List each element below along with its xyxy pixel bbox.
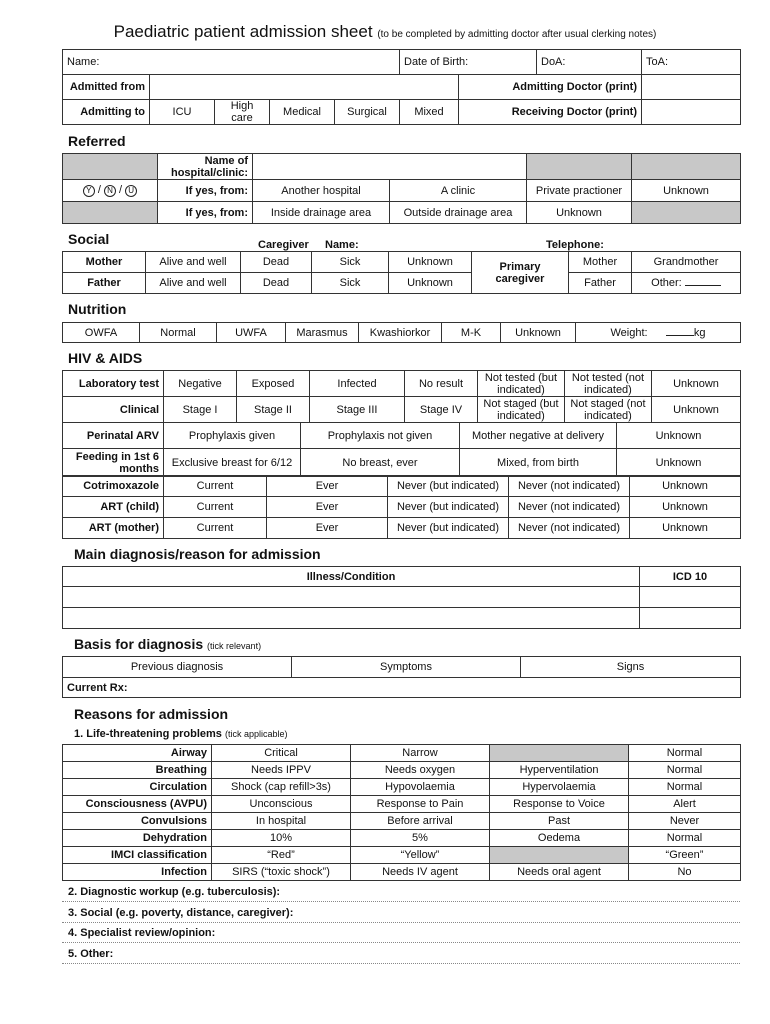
stage-iii-option[interactable]: Stage III xyxy=(310,397,405,423)
pc-mother-option[interactable]: Mother xyxy=(569,252,632,273)
admitted-from-field[interactable] xyxy=(150,75,459,100)
stage-i-option[interactable]: Stage I xyxy=(164,397,237,423)
art-child-unknown[interactable]: Unknown xyxy=(630,497,741,518)
if-yes-from-label: If yes, from: xyxy=(158,180,253,202)
option-cell[interactable]: Oedema xyxy=(490,830,629,847)
owfa-option[interactable]: OWFA xyxy=(63,323,140,343)
social-table xyxy=(62,251,741,294)
symptoms-option[interactable]: Symptoms xyxy=(292,657,521,678)
option-cell[interactable]: Shock (cap refill>3s) xyxy=(212,779,351,796)
clinic-name-field[interactable] xyxy=(253,154,527,180)
doa-field[interactable]: DoA: xyxy=(537,50,642,75)
kwashiorkor-option[interactable]: Kwashiorkor xyxy=(359,323,442,343)
prophylaxis-not-given-option[interactable]: Prophylaxis not given xyxy=(301,423,460,449)
name-field[interactable]: Name: xyxy=(63,50,400,75)
clinical-unknown-option[interactable]: Unknown xyxy=(652,397,741,423)
stage-ii-option[interactable]: Stage II xyxy=(237,397,310,423)
icu-option[interactable]: ICU xyxy=(150,100,215,125)
lab-unknown-option[interactable]: Unknown xyxy=(652,371,741,397)
art-mother-label: ART (mother) xyxy=(63,518,164,539)
diagnosis-table xyxy=(62,566,741,629)
receiving-doctor-field[interactable] xyxy=(642,100,741,125)
option-cell[interactable]: “Yellow” xyxy=(351,847,490,864)
name-of-clinic-label: Name of hospital/clinic: xyxy=(158,154,253,180)
weight-field[interactable]: Weight: kg xyxy=(576,323,741,343)
social-heading: Social xyxy=(68,231,110,247)
hiv-table-2 xyxy=(62,422,741,477)
option-cell[interactable]: Critical xyxy=(212,745,351,762)
father-dead-option[interactable]: Dead xyxy=(241,273,312,294)
mother-negative-option[interactable]: Mother negative at delivery xyxy=(460,423,617,449)
option-cell[interactable]: 5% xyxy=(351,830,490,847)
header-table xyxy=(62,49,741,125)
mother-dead-option[interactable]: Dead xyxy=(241,252,312,273)
option-cell[interactable]: Normal xyxy=(629,779,741,796)
mother-unknown-option[interactable]: Unknown xyxy=(389,252,472,273)
stage-iv-option[interactable]: Stage IV xyxy=(405,397,478,423)
hiv-heading: HIV & AIDS xyxy=(68,350,143,366)
art-child-never-not-indicated[interactable]: Never (not indicated) xyxy=(509,497,630,518)
no-breast-option[interactable]: No breast, ever xyxy=(301,449,460,477)
referred-table xyxy=(62,153,741,224)
mixed-option[interactable]: Mixed xyxy=(400,100,459,125)
icd-row-2[interactable] xyxy=(640,608,741,629)
art-mother-unknown[interactable]: Unknown xyxy=(630,518,741,539)
basis-heading: Basis for diagnosis (tick relevant) xyxy=(74,636,262,652)
option-cell[interactable]: Past xyxy=(490,813,629,830)
uwfa-option[interactable]: UWFA xyxy=(217,323,286,343)
not-staged-indicated-option[interactable]: Not staged (but indicated) xyxy=(478,397,565,423)
admitting-to-label: Admitting to xyxy=(63,100,150,125)
unknown-option[interactable]: Unknown xyxy=(632,180,741,202)
signs-option[interactable]: Signs xyxy=(521,657,741,678)
feeding-unknown-option[interactable]: Unknown xyxy=(617,449,741,477)
art-mother-ever[interactable]: Ever xyxy=(267,518,388,539)
hiv-table xyxy=(62,370,741,423)
option-cell xyxy=(490,745,629,762)
option-cell[interactable]: Hypervolaemia xyxy=(490,779,629,796)
other-reason-label: 5. Other: xyxy=(68,948,114,960)
option-cell[interactable]: No xyxy=(629,864,741,881)
row-label: Airway xyxy=(63,745,212,762)
unknown-option-2[interactable]: Unknown xyxy=(527,202,632,224)
art-mother-never-indicated[interactable]: Never (but indicated) xyxy=(388,518,509,539)
art-child-never-indicated[interactable]: Never (but indicated) xyxy=(388,497,509,518)
exposed-option[interactable]: Exposed xyxy=(237,371,310,397)
father-label: Father xyxy=(63,273,146,294)
page-title: Paediatric patient admission sheet (to be completed by admitting doctor after usual clerking notes) xyxy=(113,22,657,41)
basis-table xyxy=(62,656,741,698)
life-threatening-label: 1. Life-threatening problems (tick applicable) xyxy=(74,728,288,740)
cotrimoxazole-label: Cotrimoxazole xyxy=(63,476,164,497)
social-reason-label: 3. Social (e.g. poverty, distance, caregiver): xyxy=(68,907,294,919)
inside-drainage-option[interactable]: Inside drainage area xyxy=(253,202,390,224)
option-cell[interactable]: Normal xyxy=(629,830,741,847)
option-cell[interactable]: Normal xyxy=(629,762,741,779)
option-cell[interactable]: Never xyxy=(629,813,741,830)
icd-header: ICD 10 xyxy=(640,567,741,587)
option-cell[interactable]: “Green” xyxy=(629,847,741,864)
caregiver-name-label: Name: xyxy=(325,239,359,251)
exclusive-breast-option[interactable]: Exclusive breast for 6/12 xyxy=(164,449,301,477)
high-care-option[interactable]: High care xyxy=(215,100,270,125)
nutrition-heading: Nutrition xyxy=(68,301,127,317)
pc-grandmother-option[interactable]: Grandmother xyxy=(632,252,741,273)
dob-field[interactable]: Date of Birth: xyxy=(400,50,537,75)
toa-field[interactable]: ToA: xyxy=(642,50,741,75)
reasons-heading: Reasons for admission xyxy=(74,706,229,722)
option-cell[interactable]: “Red” xyxy=(212,847,351,864)
normal-option[interactable]: Normal xyxy=(140,323,217,343)
illness-header: Illness/Condition xyxy=(63,567,640,587)
illness-row-2[interactable] xyxy=(63,608,640,629)
option-cell[interactable]: 10% xyxy=(212,830,351,847)
option-cell[interactable]: Alert xyxy=(629,796,741,813)
art-mother-never-not-indicated[interactable]: Never (not indicated) xyxy=(509,518,630,539)
unknown-nutrition-option[interactable]: Unknown xyxy=(501,323,576,343)
telephone-label: Telephone: xyxy=(546,239,604,251)
lab-test-label: Laboratory test xyxy=(63,371,164,397)
father-unknown-option[interactable]: Unknown xyxy=(389,273,472,294)
option-cell[interactable]: In hospital xyxy=(212,813,351,830)
option-cell[interactable]: Needs IV agent xyxy=(351,864,490,881)
row-label: Convulsions xyxy=(63,813,212,830)
option-cell[interactable]: Response to Voice xyxy=(490,796,629,813)
option-cell[interactable]: Before arrival xyxy=(351,813,490,830)
current-rx-field[interactable]: Current Rx: xyxy=(63,678,741,698)
admitting-doctor-field[interactable] xyxy=(642,75,741,100)
admitting-doctor-label: Admitting Doctor (print) xyxy=(459,75,642,100)
art-mother-current[interactable]: Current xyxy=(164,518,267,539)
negative-option[interactable]: Negative xyxy=(164,371,237,397)
father-sick-option[interactable]: Sick xyxy=(312,273,389,294)
if-yes-from-label-2: If yes, from: xyxy=(158,202,253,224)
nutrition-table xyxy=(62,322,741,343)
admitted-from-label: Admitted from xyxy=(63,75,150,100)
cotri-never-not-indicated[interactable]: Never (not indicated) xyxy=(509,476,630,497)
icd-row-1[interactable] xyxy=(640,587,741,608)
specialist-review-label: 4. Specialist review/opinion: xyxy=(68,927,216,939)
feeding-label: Feeding in 1st 6 months xyxy=(63,449,164,477)
option-cell[interactable]: Needs oral agent xyxy=(490,864,629,881)
not-staged-not-indicated-option[interactable]: Not staged (not indicated) xyxy=(565,397,652,423)
diagnostic-workup-label: 2. Diagnostic workup (e.g. tuberculosis): xyxy=(68,886,281,898)
mother-label: Mother xyxy=(63,252,146,273)
pc-other-field[interactable]: Other: xyxy=(632,273,741,294)
not-tested-not-indicated-option[interactable]: Not tested (not indicated) xyxy=(565,371,652,397)
cotri-unknown[interactable]: Unknown xyxy=(630,476,741,497)
mk-option[interactable]: M-K xyxy=(442,323,501,343)
cotri-current[interactable]: Current xyxy=(164,476,267,497)
option-cell[interactable]: Hyperventilation xyxy=(490,762,629,779)
row-label: Consciousness (AVPU) xyxy=(63,796,212,813)
perinatal-arv-label: Perinatal ARV xyxy=(63,423,164,449)
row-label: Circulation xyxy=(63,779,212,796)
diagnosis-heading: Main diagnosis/reason for admission xyxy=(74,546,321,562)
no-result-option[interactable]: No result xyxy=(405,371,478,397)
perinatal-unknown-option[interactable]: Unknown xyxy=(617,423,741,449)
medical-option[interactable]: Medical xyxy=(270,100,335,125)
infected-option[interactable]: Infected xyxy=(310,371,405,397)
row-label: IMCI classification xyxy=(63,847,212,864)
caregiver-label: Caregiver xyxy=(258,239,309,251)
yes-no-unknown-options[interactable]: Y / N / U xyxy=(63,180,158,202)
option-cell[interactable]: Unconscious xyxy=(212,796,351,813)
father-alive-option[interactable]: Alive and well xyxy=(146,273,241,294)
option-cell[interactable]: Needs oxygen xyxy=(351,762,490,779)
private-practioner-option[interactable]: Private practioner xyxy=(527,180,632,202)
receiving-doctor-label: Receiving Doctor (print) xyxy=(459,100,642,125)
clinical-label: Clinical xyxy=(63,397,164,423)
another-hospital-option[interactable]: Another hospital xyxy=(253,180,390,202)
prophylaxis-given-option[interactable]: Prophylaxis given xyxy=(164,423,301,449)
art-child-ever[interactable]: Ever xyxy=(267,497,388,518)
a-clinic-option[interactable]: A clinic xyxy=(390,180,527,202)
life-threatening-table xyxy=(62,744,741,881)
option-cell[interactable]: Normal xyxy=(629,745,741,762)
cotri-never-indicated[interactable]: Never (but indicated) xyxy=(388,476,509,497)
option-cell[interactable]: Narrow xyxy=(351,745,490,762)
option-cell[interactable]: SIRS (“toxic shock”) xyxy=(212,864,351,881)
not-tested-indicated-option[interactable]: Not tested (but indicated) xyxy=(478,371,565,397)
row-label: Dehydration xyxy=(63,830,212,847)
cotri-ever[interactable]: Ever xyxy=(267,476,388,497)
illness-row-1[interactable] xyxy=(63,587,640,608)
option-cell[interactable]: Response to Pain xyxy=(351,796,490,813)
hiv-table-3 xyxy=(62,475,741,539)
art-child-label: ART (child) xyxy=(63,497,164,518)
row-label: Breathing xyxy=(63,762,212,779)
marasmus-option[interactable]: Marasmus xyxy=(286,323,359,343)
mother-sick-option[interactable]: Sick xyxy=(312,252,389,273)
mother-alive-option[interactable]: Alive and well xyxy=(146,252,241,273)
row-label: Infection xyxy=(63,864,212,881)
outside-drainage-option[interactable]: Outside drainage area xyxy=(390,202,527,224)
art-child-current[interactable]: Current xyxy=(164,497,267,518)
option-cell[interactable]: Hypovolaemia xyxy=(351,779,490,796)
referred-heading: Referred xyxy=(68,133,126,149)
option-cell[interactable]: Needs IPPV xyxy=(212,762,351,779)
surgical-option[interactable]: Surgical xyxy=(335,100,400,125)
option-cell xyxy=(490,847,629,864)
pc-father-option[interactable]: Father xyxy=(569,273,632,294)
primary-caregiver-label: Primary caregiver xyxy=(472,252,569,294)
mixed-feeding-option[interactable]: Mixed, from birth xyxy=(460,449,617,477)
previous-diagnosis-option[interactable]: Previous diagnosis xyxy=(63,657,292,678)
